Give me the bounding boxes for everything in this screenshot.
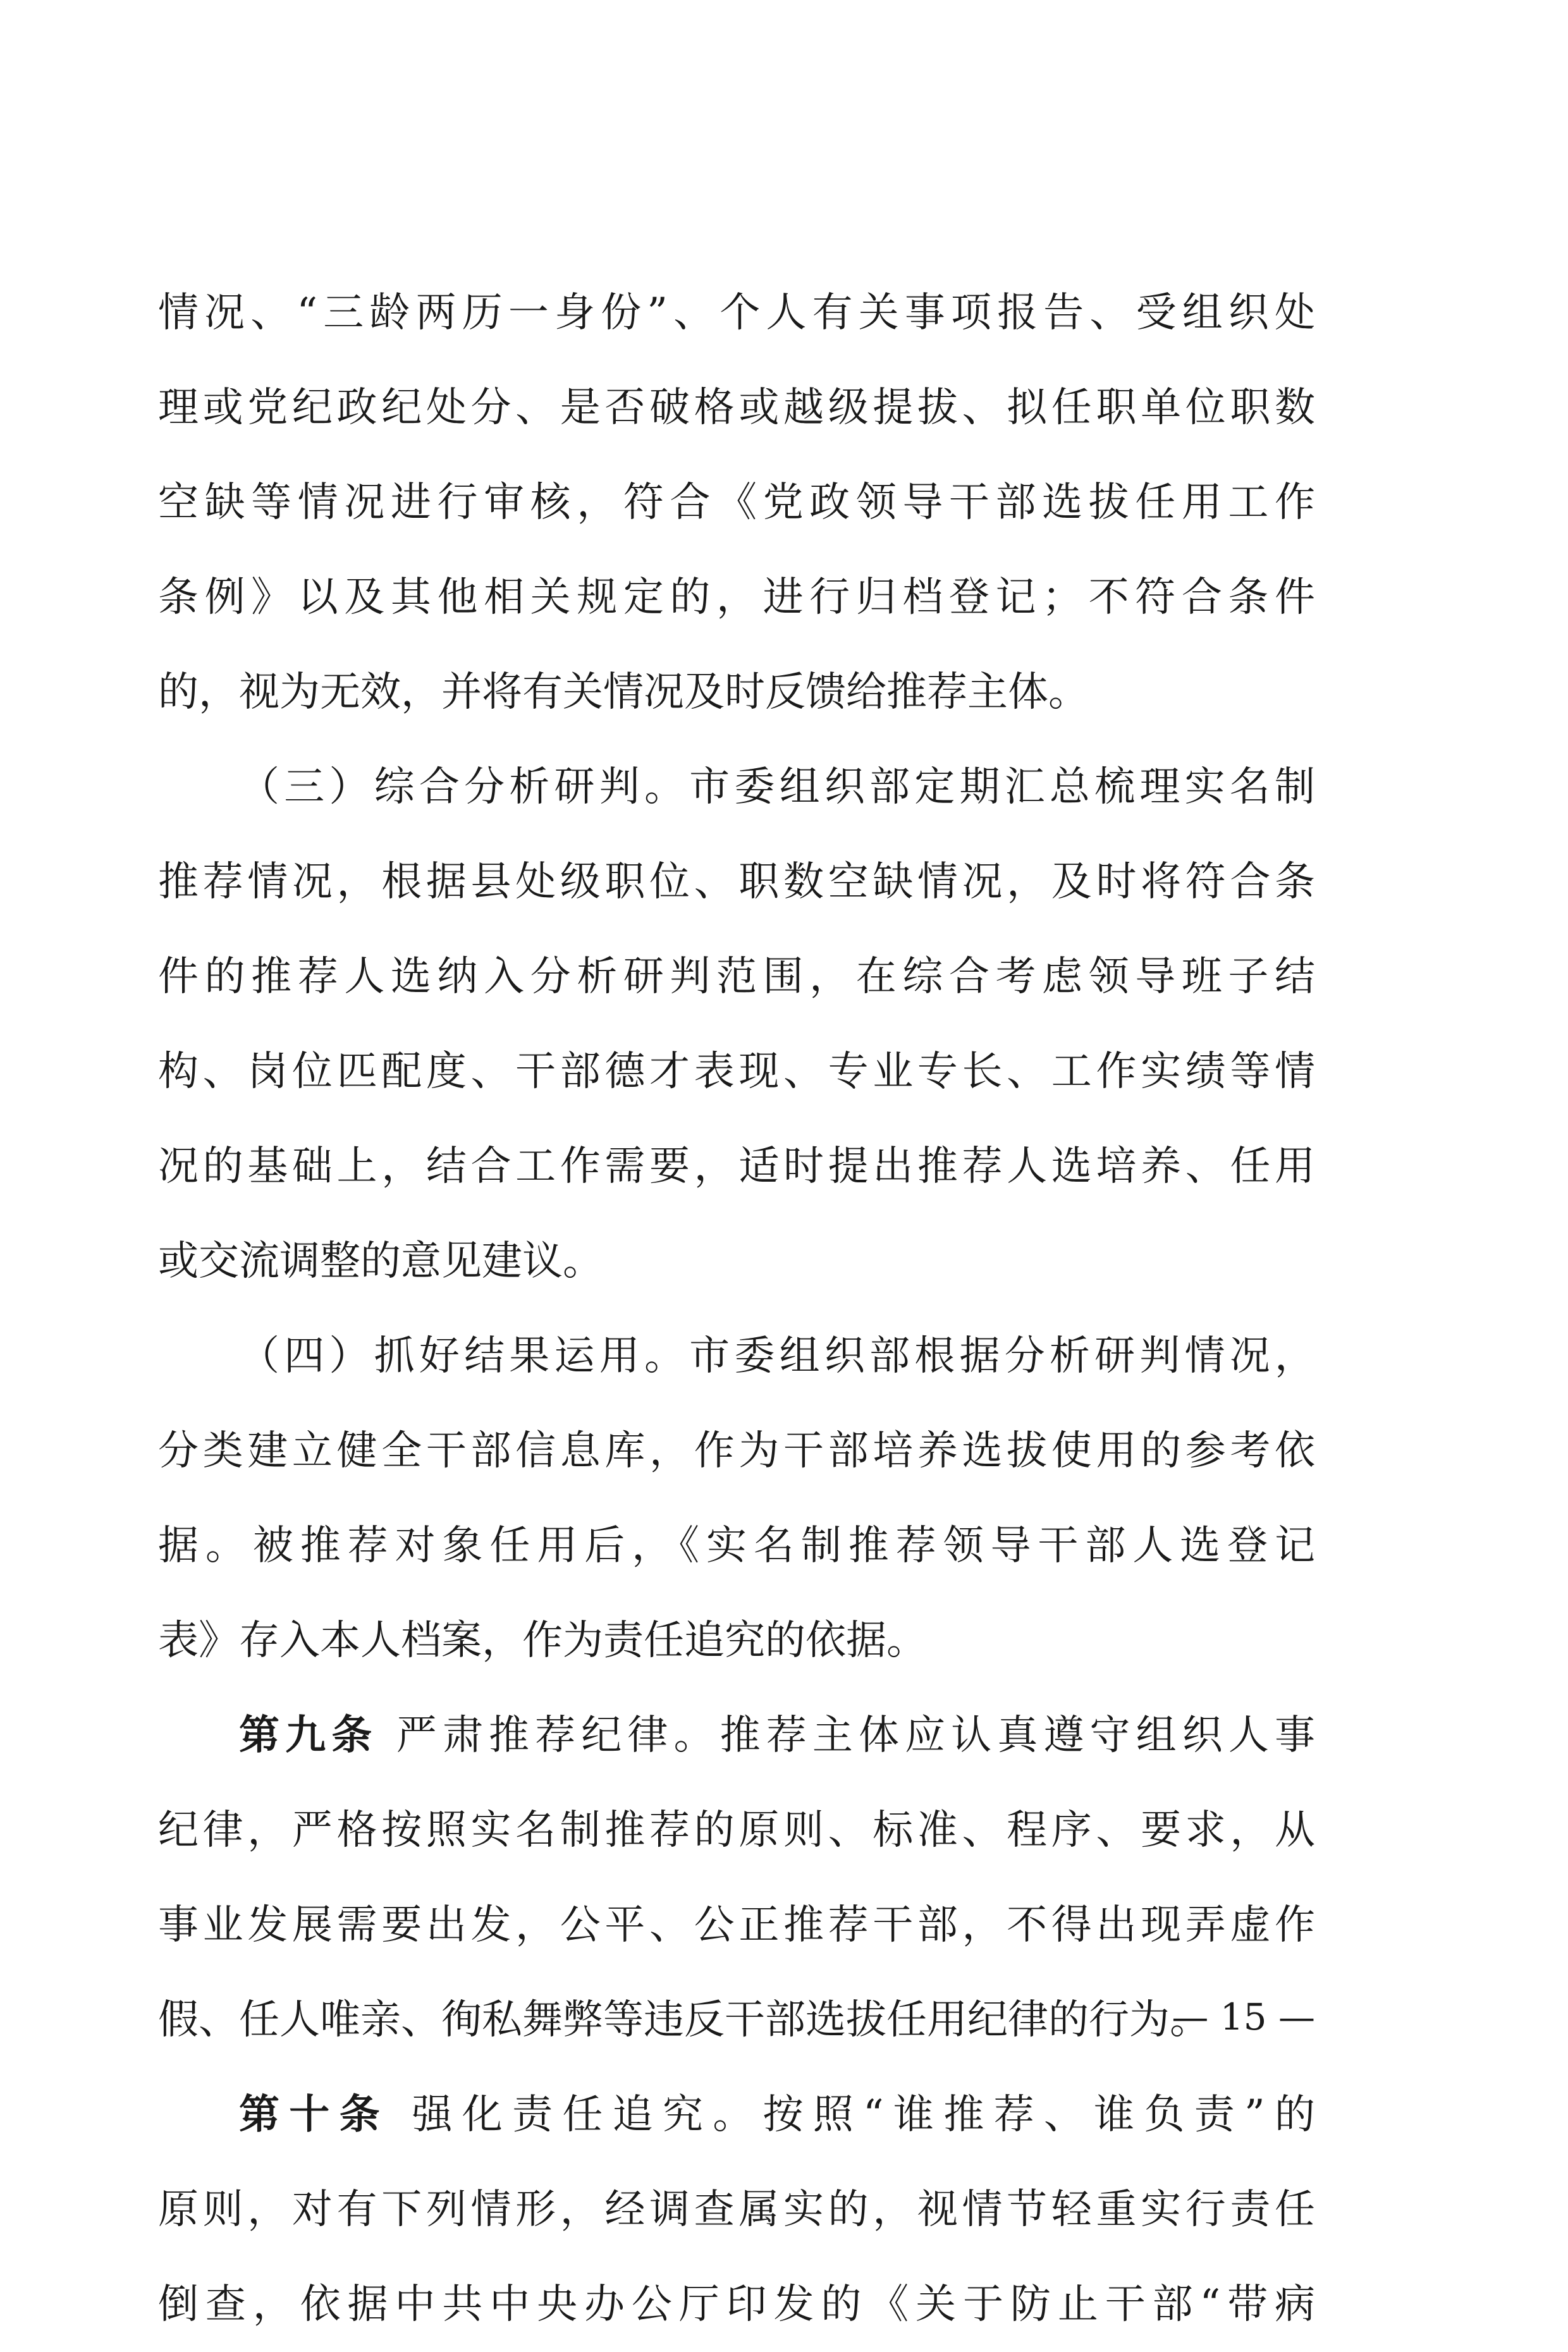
text-line: 假、任人唯亲、徇私舞弊等违反干部选拔任用纪律的行为。 xyxy=(158,1997,1210,2043)
text-line: （三）综合分析研判。市委组织部定期汇总梳理实名制 xyxy=(239,764,1315,811)
text-line xyxy=(158,2067,1315,2162)
article-heading: 第九条 xyxy=(239,1712,378,1759)
page-number: — 15 — xyxy=(1172,1995,1315,2038)
article-text: 强化责任追究。按照“谁推荐、谁负责”的 xyxy=(412,2092,1316,2138)
text-line: 纪律，严格按照实名制推荐的原则、标准、程序、要求，从 xyxy=(158,1807,1315,1854)
text-line: 理或党纪政纪处分、是否破格或越级提拔、拟任职单位职数 xyxy=(158,384,1315,431)
text-line: 件的推荐人选纳入分析研判范围，在综合考虑领导班子结 xyxy=(158,953,1315,1000)
text-line xyxy=(158,1688,1315,1783)
text-line: 空缺等情况进行审核，符合《党政领导干部选拔任用工作 xyxy=(158,479,1315,526)
text-line: 倒查，依据中共中央办公厅印发的《关于防止干部“带病 xyxy=(158,2281,1315,2328)
text-line: 推荐情况，根据县处级职位、职数空缺情况，及时将符合条 xyxy=(158,859,1315,905)
article-text: 严肃推荐纪律。推荐主体应认真遵守组织人事 xyxy=(396,1712,1316,1759)
text-line: 况的基础上，结合工作需要，适时提出推荐人选培养、任用 xyxy=(158,1143,1315,1190)
text-line: 分类建立健全干部信息库，作为干部培养选拔使用的参考依 xyxy=(158,1428,1315,1474)
text-line: 或交流调整的意见建议。 xyxy=(158,1238,603,1285)
text-line: 条例》以及其他相关规定的，进行归档登记；不符合条件 xyxy=(158,574,1315,621)
text-line: 据。被推荐对象任用后，《实名制推荐领导干部人选登记 xyxy=(158,1522,1315,1569)
text-line: 事业发展需要出发，公平、公正推荐干部，不得出现弄虚作 xyxy=(158,1902,1315,1949)
text-line: 原则，对有下列情形，经调查属实的，视情节轻重实行责任 xyxy=(158,2186,1315,2233)
text-line: 表》存入本人档案，作为责任追究的依据。 xyxy=(158,1617,927,1664)
text-line: 的，视为无效，并将有关情况及时反馈给推荐主体。 xyxy=(158,669,1089,716)
text-line: 构、岗位匹配度、干部德才表现、专业专长、工作实绩等情 xyxy=(158,1048,1315,1095)
text-line: 情况、“三龄两历一身份”、个人有关事项报告、受组织处 xyxy=(158,290,1315,336)
text-line: （四）抓好结果运用。市委组织部根据分析研判情况， xyxy=(239,1333,1315,1380)
article-heading: 第十条 xyxy=(239,2092,389,2138)
